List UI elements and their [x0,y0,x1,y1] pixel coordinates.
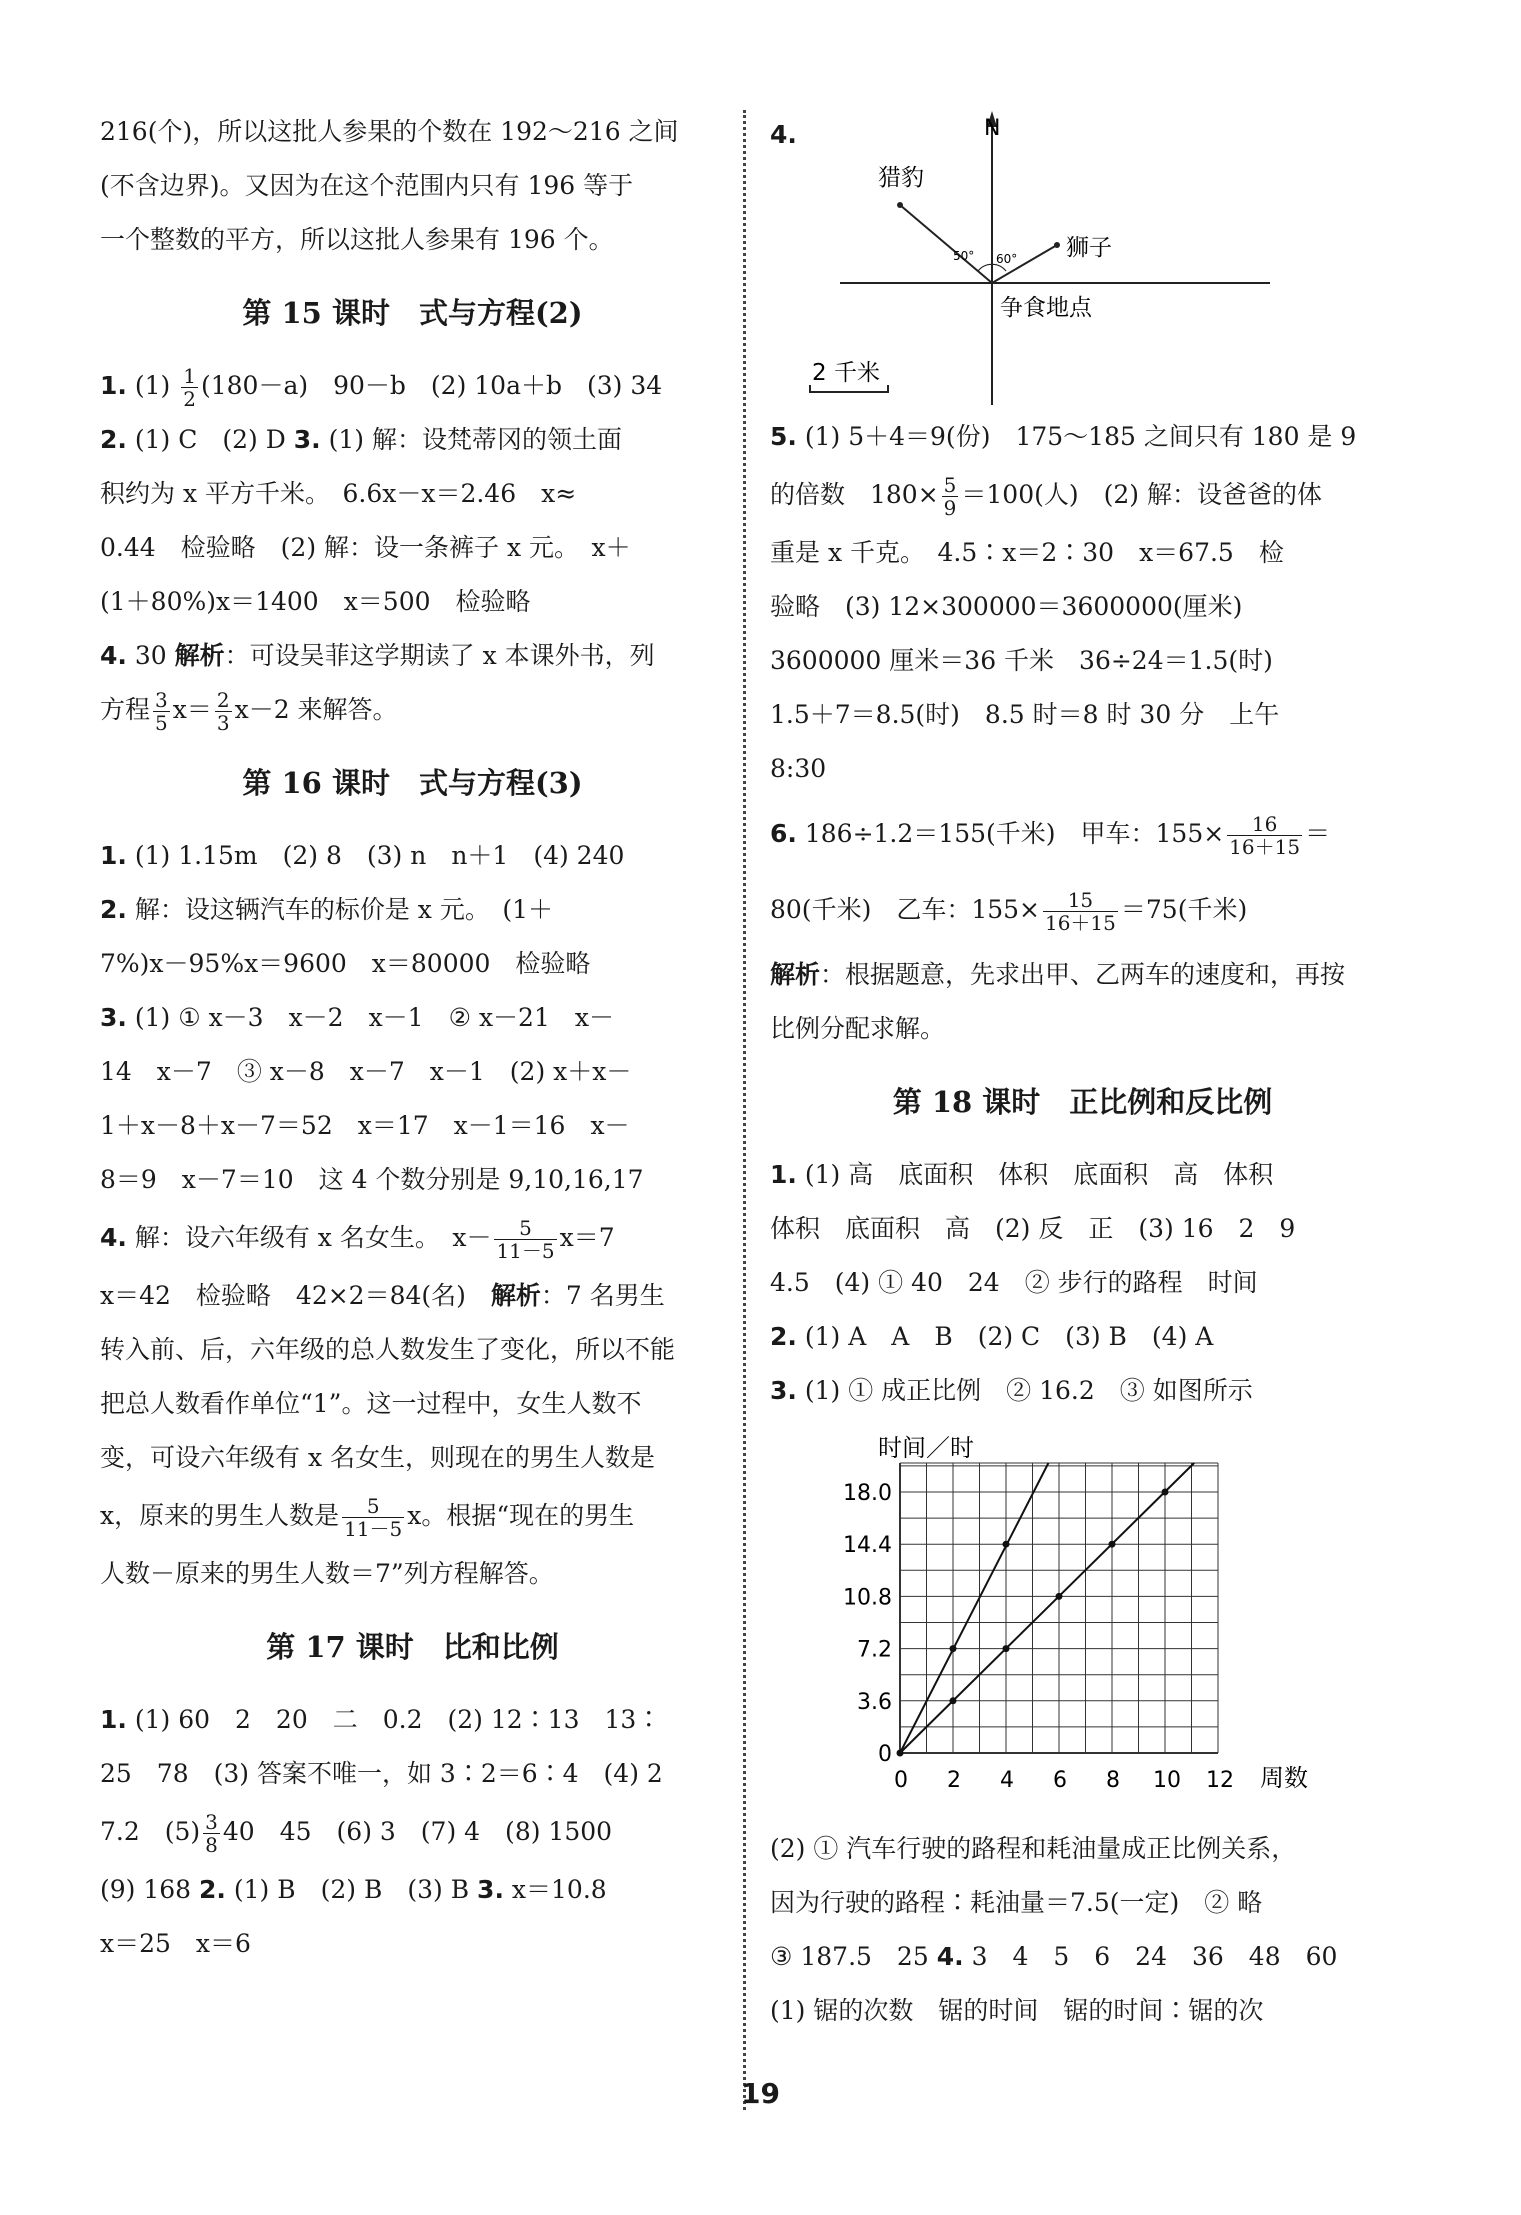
y-tick-label: 0 [878,1742,892,1767]
s16-q2: 2. 解：设这辆汽车的标价是 x 元。 (1＋ [100,895,554,924]
s15-q2: 2. (1) C (2) D 3. (1) 解：设梵蒂冈的领土面 [100,425,622,454]
x-tick-label: 8 [1106,1768,1120,1793]
cheetah-label: 猎豹 [878,165,924,191]
s18-q4-line2: (1) 锯的次数 锯的时间 锯的时间∶锯的次 [770,1996,1264,2025]
series-line-gentle [900,1463,1194,1753]
fraction: $\frac{3}{8}$ [205,1810,218,1857]
r-q6-line3: 解析：根据题意，先求出甲、乙两车的速度和，再按 [770,960,1346,989]
x-tick-label: 10 [1153,1768,1181,1793]
chart-ticks [843,1481,1234,1793]
x-tick-label: 0 [894,1768,908,1793]
s16-q1: 1. (1) 1.15m (2) 8 (3) n n＋1 (4) 240 [100,841,625,870]
r-q5-line2: 的倍数 180× $\frac{5}{9}$ ＝100(人) (2) 解：设爸爸的体 [770,473,1322,520]
column-divider [743,110,746,2110]
s17-q1: 1. (1) 60 2 20 二 0.2 (2) 12∶13 13∶ [100,1705,662,1734]
angle-50-label: 50° [953,249,975,263]
s16-q3-line: 14 x－7 ③ x－8 x－7 x－1 (2) x＋x－ [100,1057,632,1086]
x-tick-label: 6 [1053,1768,1067,1793]
s16-q4: 4. 解：设六年级有 x 名女生。 x－ $\frac{5}{11-5}$ x＝7 [100,1216,615,1263]
data-point [1056,1593,1063,1600]
s15-q3-line: 积约为 x 平方千米。 6.6x－x＝2.46 x≈ [100,479,577,508]
section-title-15: 第 15 课时 式与方程(2) [242,296,583,330]
fraction: $\frac{16}{16+15}$ [1229,812,1301,859]
origin-point [897,1750,904,1757]
data-point [1162,1489,1169,1496]
y-tick-label: 7.2 [857,1637,892,1663]
section-title-18: 第 18 课时 正比例和反比例 [892,1085,1273,1119]
fraction: $\frac{15}{16+15}$ [1044,888,1116,935]
fraction: $\frac{5}{11-5}$ [496,1216,555,1263]
r-q5: 5. (1) 5＋4＝9(份) 175～185 之间只有 180 是 9 [770,422,1357,451]
r-q6: 6. 186÷1.2＝155(千米) 甲车：155× $\frac{16}{16+15}$ ＝ [770,812,1331,859]
y-tick-label: 3.6 [857,1689,892,1715]
s17-q3-line2: x＝25 x＝6 [100,1929,251,1958]
r-q5-line: 验略 (3) 12×300000＝3600000(厘米) [770,592,1243,621]
s16-q4-line: 转入前、后，六年级的总人数发生了变化，所以不能 [100,1335,676,1364]
s17-q1-line4: (9) 168 2. (1) B (2) B (3) B 3. x＝10.8 [100,1875,607,1904]
compass-diagram [770,105,1395,410]
r-q5-line: 8:30 [770,754,827,783]
r-q6-line4: 比例分配求解。 [770,1014,946,1043]
data-point [1003,1541,1010,1548]
s18-q1: 1. (1) 高 底面积 体积 底面积 高 体积 [770,1160,1274,1189]
data-point [1003,1645,1010,1652]
fraction: $\frac{3}{5}$ [155,688,168,735]
r-q6-line2: 80(千米) 乙车：155× $\frac{15}{16+15}$ ＝75(千米) [770,888,1248,935]
data-point [950,1645,957,1652]
s18-q3-last: ③ 187.5 25 4. 3 4 5 6 24 36 48 60 [770,1942,1338,1971]
y-tick-label: 18.0 [843,1481,892,1506]
s15-q1: 1. (1) $\frac{1}{2}$ (180－a) 90－b (2) 10a＋b (3) 34 [100,364,663,411]
s16-q4-line2: x＝42 检验略 42×2＝84(名) 解析：7 名男生 [100,1281,665,1310]
chart-grid [900,1463,1218,1753]
scale-label: 2 千米 [812,360,880,386]
cheetah-direction-line [900,205,992,283]
chart-xlabel: 周数 [1260,1764,1308,1792]
intro-line: 216(个)，所以这批人参果的个数在 192～216 之间 [100,117,679,146]
fraction: $\frac{1}{2}$ [183,364,196,411]
s17-q1-line2: 25 78 (3) 答案不唯一，如 3∶2＝6∶4 (4) 2 [100,1759,663,1788]
s16-q3-line: 1＋x－8＋x－7＝52 x＝17 x－1＝16 x－ [100,1111,630,1140]
y-tick-label: 14.4 [843,1533,892,1559]
s18-q3: 3. (1) ① 成正比例 ② 16.2 ③ 如图所示 [770,1376,1253,1405]
intro-line: 一个整数的平方，所以这批人参果有 196 个。 [100,225,614,254]
right-column [770,105,1395,2038]
lion-point [1054,242,1060,248]
s16-q4-last: 人数－原来的男生人数＝7”列方程解答。 [100,1559,554,1588]
s18-q1-line: 4.5 (4) ① 40 24 ② 步行的路程 时间 [770,1268,1258,1297]
s16-q3: 3. (1) ① x－3 x－2 x－1 ② x－21 x－ [100,1003,614,1032]
s16-q4-frac-line: x，原来的男生人数是 $\frac{5}{11-5}$ x。根据“现在的男生 [100,1494,635,1541]
s16-q2-line2: 7%)x－95%x＝9600 x＝80000 检验略 [100,949,591,978]
s18-q1-line: 体积 底面积 高 (2) 反 正 (3) 16 2 9 [770,1214,1296,1243]
x-tick-label: 12 [1206,1768,1234,1793]
s17-q1-line3: 7.2 (5) $\frac{3}{8}$ 40 45 (6) 3 (7) 4 (8) 1500 [100,1810,613,1857]
fraction: $\frac{5}{9}$ [943,473,957,520]
s16-q4-line: 把总人数看作单位“1”。这一过程中，女生人数不 [100,1389,642,1418]
r-q5-line: 重是 x 千克。 4.5∶x＝2∶30 x＝67.5 检 [770,538,1284,567]
data-point [1109,1541,1116,1548]
page-number: 19 [741,2077,780,2110]
section-title-17: 第 17 课时 比和比例 [266,1630,559,1664]
scale-bar [810,385,888,392]
north-label: N [984,116,1001,141]
r-q5-line: 1.5＋7＝8.5(时) 8.5 时＝8 时 30 分 上午 [770,700,1280,729]
s18-q3-line: 因为行驶的路程∶耗油量＝7.5(一定) ② 略 [770,1888,1263,1917]
chart-lines [897,1463,1195,1757]
s18-q2: 2. (1) A A B (2) C (3) B (4) A [770,1322,1214,1351]
fraction: $\frac{2}{3}$ [216,688,230,735]
lion-label: 狮子 [1066,235,1112,261]
s16-q3-line: 8＝9 x－7＝10 这 4 个数分别是 9,10,16,17 [100,1165,644,1194]
left-column [100,105,725,1971]
fraction: $\frac{5}{11-5}$ [344,1494,403,1541]
y-tick-label: 10.8 [843,1585,892,1611]
intro-line: (不含边界)。又因为在这个范围内只有 196 等于 [100,171,634,200]
data-point [950,1697,957,1704]
x-tick-label: 4 [1000,1768,1014,1793]
x-tick-label: 2 [947,1768,961,1793]
chart-ylabel: 时间／时 [878,1434,974,1462]
s15-q3-line: (1＋80%)x＝1400 x＝500 检验略 [100,587,531,616]
s15-q4: 4. 30 解析：可设吴菲这学期读了 x 本课外书，列 [100,641,655,670]
cheetah-point [897,202,903,208]
s18-q3-line: (2) ① 汽车行驶的路程和耗油量成正比例关系， [770,1834,1297,1863]
s15-q3-line: 0.44 检验略 (2) 解：设一条裤子 x 元。 x＋ [100,533,631,562]
s15-q4-line2: 方程 $\frac{3}{5}$ x＝ $\frac{2}{3}$ x－2 来解答。 [100,688,398,735]
section-title-16: 第 16 课时 式与方程(3) [242,766,583,800]
angle-60-label: 60° [996,252,1018,266]
r-q5-line: 3600000 厘米＝36 千米 36÷24＝1.5(时) [770,646,1273,675]
s16-q4-line: 变，可设六年级有 x 名女生，则现在的男生人数是 [100,1443,655,1472]
line-chart [770,1418,1395,1818]
compass-figure: 4. N 猎豹 狮子 50° 60° 争食地点 2 千米 [770,105,1395,410]
series-line-steep [900,1463,1048,1753]
center-label: 争食地点 [1000,295,1092,321]
